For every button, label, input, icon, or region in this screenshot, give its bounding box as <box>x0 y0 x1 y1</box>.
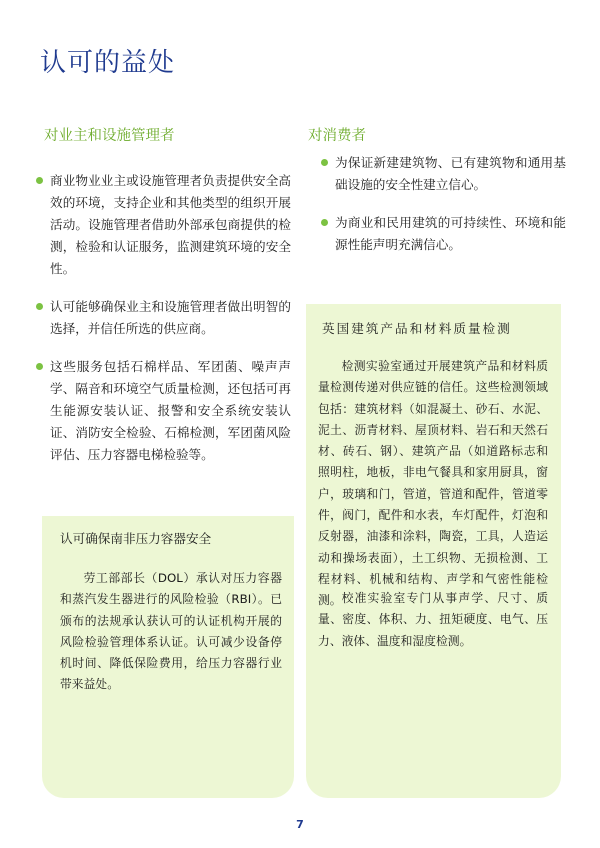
heading-consumers: 对消费者 <box>308 128 366 144</box>
owners-bullet-3: 这些服务包括石棉样品、军团菌、噪声声学、隔音和环境空气质量检测，还包括可再生能源安装认证、报警和安全系统安装认证、消防安全检验、石棉检测，军团菌风险评估、压力容器电梯检验等。 <box>36 356 291 466</box>
owners-bullet-list <box>36 170 291 466</box>
case-box-south-africa <box>42 516 294 798</box>
case-box-south-africa-text: 劳工部部长（DOL）承认对压力容器和蒸汽发生器进行的风险检验（RBI）。已颁布的法规承认获认可的认证机构开展的风险检验管理体系认证。认可减少设备停机时间、降低保险费用，给压力容器行业带来益处。 <box>60 571 282 692</box>
case-box-uk-text-1: 检测实验室通过开展建筑产品和材料质量检测传递对供应链的信任。这些检测领域包括：建筑材料（如混凝土、砂石、水泥、泥土、沥青材料、屋顶材料、岩石和天然石材、砖石、钢）、建筑产品（如道路标志和照明柱，地板，非电气餐具和家用厨具，窗户，玻璃和门，管道，管道和配件，管道零件，阀门，配件和水表，车灯配件，灯泡和反射器，油漆和涂料，陶瓷，工具，人造运动和操场表面），土工织物、无损检测、工程材料、机械和结构、声学和气密性能检测。 <box>318 359 548 608</box>
consumers-bullet-2: 为商业和民用建筑的可持续性、环境和能源性能声明充满信心。 <box>321 212 566 256</box>
owners-bullet-1: 商业物业业主或设施管理者负责提供安全高效的环境，支持企业和其他类型的组织开展活动。设施管理者借助外部承包商提供的检测，检验和认证服务，监测建筑环境的安全性。 <box>36 170 291 280</box>
owners-bullet-2: 认可能够确保业主和设施管理者做出明智的选择，并信任所选的供应商。 <box>36 296 291 340</box>
heading-owners-managers: 对业主和设施管理者 <box>44 128 175 144</box>
case-box-uk <box>306 304 561 798</box>
case-box-south-africa-title: 认可确保南非压力容器安全 <box>60 531 212 546</box>
page-title: 认可的益处 <box>40 48 176 78</box>
case-box-uk-text-2: 校准实验室专门从事声学、尺寸、质量、密度、体积、力、扭矩硬度、电气、压力、液体、温度和湿度检测。 <box>318 591 548 648</box>
case-box-uk-title: 英国建筑产品和材料质量检测 <box>322 321 512 336</box>
consumers-bullet-list <box>321 152 566 256</box>
page-number: 7 <box>296 818 304 831</box>
consumers-bullet-1: 为保证新建建筑物、已有建筑物和通用基础设施的安全性建立信心。 <box>321 152 566 196</box>
